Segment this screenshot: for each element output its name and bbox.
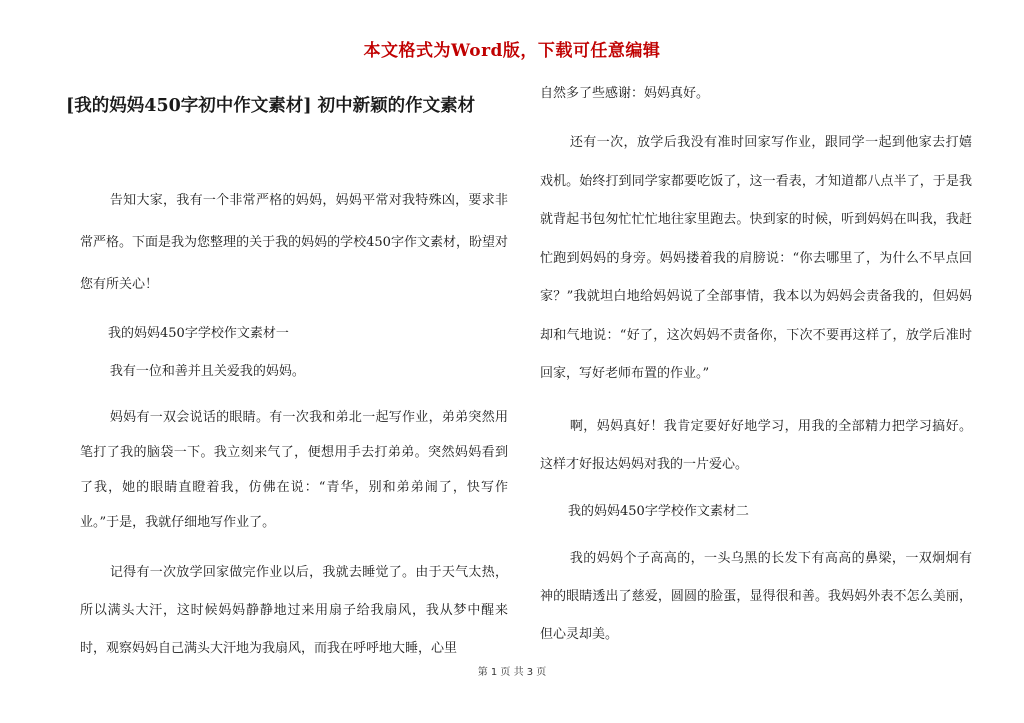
paragraph: 还有一次，放学后我没有准时回家写作业，跟同学一起到他家去打嬉戏机。始终打到同学家都要吃饭了，这一看表，才知道都八点半了，于是我就背起书包匆忙忙忙地往家里跑去。快到家的时候，听到妈妈在叫我，我赶忙跑到妈妈的身旁。妈妈搂着我的肩膀说：“你去哪里了，为什么不早点回家？”我就坦白地给妈妈说了全部事情，我本以为妈妈会责备我的，但妈妈却和气地说：“好了，这次妈妈不责备你，下次不要再这样了，放学后准时回家，写好老师布置的作业。” [540,135,972,381]
paragraph: 啊，妈妈真好！我肯定要好好地学习，用我的全部精力把学习搞好。这样才好报达妈妈对我的一片爱心。 [540,418,972,472]
paragraph: 妈妈有一双会说话的眼睛。有一次我和弟北一起写作业，弟弟突然用笔打了我的脑袋一下。我立刻来气了，便想用手去打弟弟。突然妈妈看到了我，她的眼睛直瞪着我，仿佛在说：“青华，别和弟弟闹了，快写作业。”于是，我就仔细地写作业了。 [80,410,508,530]
paragraph: 记得有一次放学回家做完作业以后，我就去睡觉了。由于天气太热，所以满头大汗，这时候妈妈静静地过来用扇子给我扇风，我从梦中醒来时，观察妈妈自己满头大汗地为我扇风，而我在呼呼地大睡，心里 [80,565,508,656]
paragraph: 告知大家，我有一个非常严格的妈妈，妈妈平常对我特殊凶，要求非常严格。下面是我为您整理的关于我的妈妈的学校450字作文素材，盼望对您有所关心！ [80,193,508,292]
word-format-banner: 本文格式为Word版，下载可任意编辑 [363,41,661,61]
document-title: [我的妈妈450字初中作文素材] 初中新颖的作文素材 [66,96,476,116]
section-heading: 我的妈妈450字学校作文素材一 [108,326,289,341]
paragraph: 我有一位和善并且关爱我的妈妈。 [109,364,305,379]
left-column [80,180,508,668]
page-number: 第 1 页 共 3 页 [477,667,547,678]
paragraph: 自然多了些感谢：妈妈真好。 [540,86,710,101]
right-column [540,84,972,654]
section-heading: 我的妈妈450字学校作文素材二 [568,503,749,519]
paragraph: 我的妈妈个子高高的，一头乌黑的长发下有高高的鼻梁，一双炯炯有神的眼睛透出了慈爱，圆圆的脸蛋，显得很和善。我妈妈外表不怎么美丽，但心灵却美。 [540,550,972,642]
